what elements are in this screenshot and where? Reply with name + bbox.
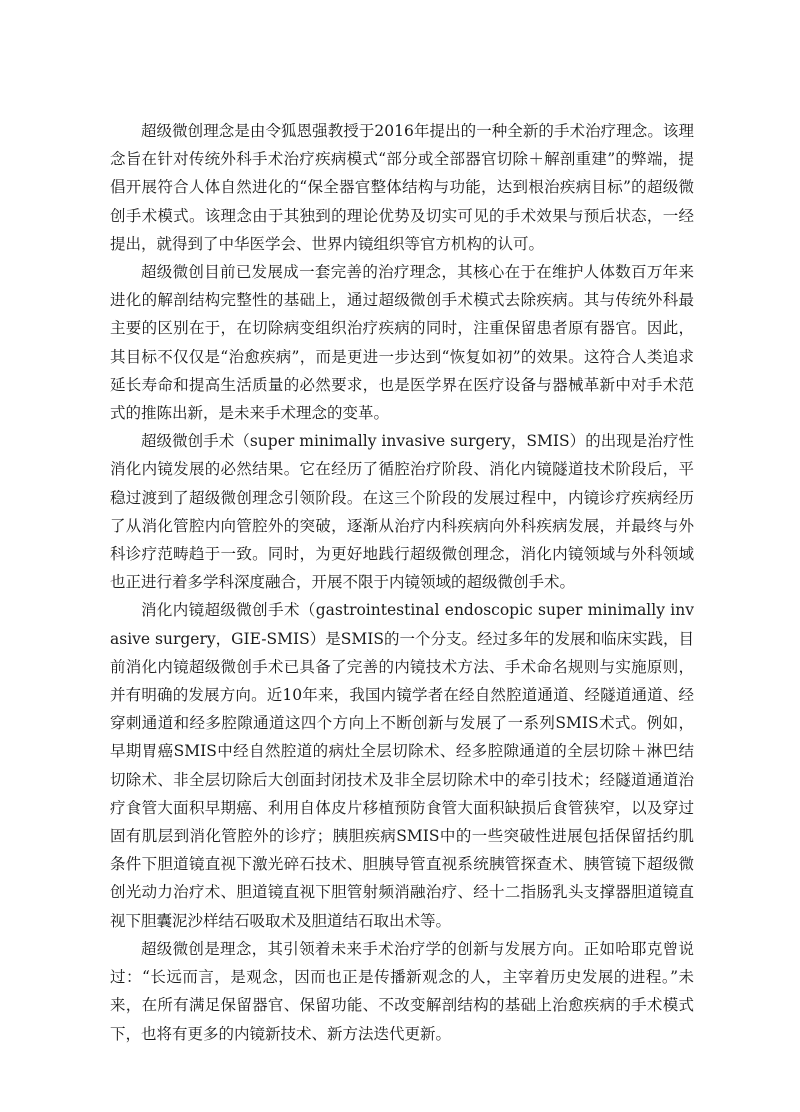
paragraph-3: 超级微创手术（super minimally invasive surgery，SMIS）的出现是治疗性消化内镜发展的必然结果。它在经历了循腔治疗阶段、消化内镜隧道技术阶段后，平稳过渡到了超级微创理念引领阶段。在这三个阶段的发展过程中，内镜诊疗疾病经历了从消化管腔内向管腔外的突破，逐渐从治疗内科疾病向外科疾病发展，并最终与外科诊疗范畴趋于一致。同时，为更好地践行超级微创理念，消化内镜领域与外科领域也正进行着多学科深度融合，开展不限于内镜领域的超级微创手术。: [110, 432, 694, 592]
paragraph-2: 超级微创目前已发展成一套完善的治疗理念，其核心在于在维护人体数百万年来进化的解剖结构完整性的基础上，通过超级微创手术模式去除疾病。其与传统外科最主要的区别在于，在切除病变组织治疗疾病的同时，注重保留患者原有器官。因此，其目标不仅仅是“治愈疾病”，而是更进一步达到“恢复如初”的效果。这符合人类追求延长寿命和提高生活质量的必然要求，也是医学界在医疗设备与器械革新中对手术范式的推陈出新，是未来手术理念的变革。: [110, 263, 694, 423]
paragraph-5: 超级微创是理念，其引领着未来手术治疗学的创新与发展方向。正如哈耶克曾说过：“长远而言，是观念，因而也正是传播新观念的人，主宰着历史发展的进程。”未来，在所有满足保留器官、保留功能、不改变解剖结构的基础上治愈疾病的手术模式下，也将有更多的内镜新技术、新方法迭代更新。: [110, 939, 694, 1043]
paragraph-4: 消化内镜超级微创手术（gastrointestinal endoscopic super minimally invasive surgery，GIE-SMIS）是SMIS的一个分支。经过多年的发展和临床实践，目前消化内镜超级微创手术已具备了完善的内镜技术方法、手术命名规则与实施原则，并有明确的发展方向。近10年来，我国内镜学者在经自然腔道通道、经隧道通道、经穿刺通道和经多腔隙通道这四个方向上不断创新与发展了一系列SMIS术式。例如，早期胃癌SMIS中经自然腔道的病灶全层切除术、经多腔隙通道的全层切除＋淋巴结切除术、非全层切除后大创面封闭技术及非全层切除术中的牵引技术；经隧道通道治疗食管大面积早期癌、利用自体皮片移植预防食管大面积缺损后食管狭窄，以及穿过固有肌层到消化管腔外的诊疗；胰胆疾病SMIS中的一些突破性进展包括保留括约肌条件下胆道镜直视下激光碎石技术、胆胰导管直视系统胰管探查术、胰管镜下超级微创光动力治疗术、胆道镜直视下胆管射频消融治疗、经十二指肠乳头支撑器胆道镜直视下胆囊泥沙样结石吸取术及胆道结石取出术等。: [110, 601, 694, 930]
paragraph-1: 超级微创理念是由令狐恩强教授于2016年提出的一种全新的手术治疗理念。该理念旨在针对传统外科手术治疗疾病模式“部分或全部器官切除＋解剖重建”的弊端，提倡开展符合人体自然进化的“保全器官整体结构与功能，达到根治疾病目标”的超级微创手术模式。该理念由于其独到的理论优势及切实可见的手术效果与预后状态，一经提出，就得到了中华医学会、世界内镜组织等官方机构的认可。: [110, 122, 694, 253]
document-body: [110, 117, 694, 1048]
